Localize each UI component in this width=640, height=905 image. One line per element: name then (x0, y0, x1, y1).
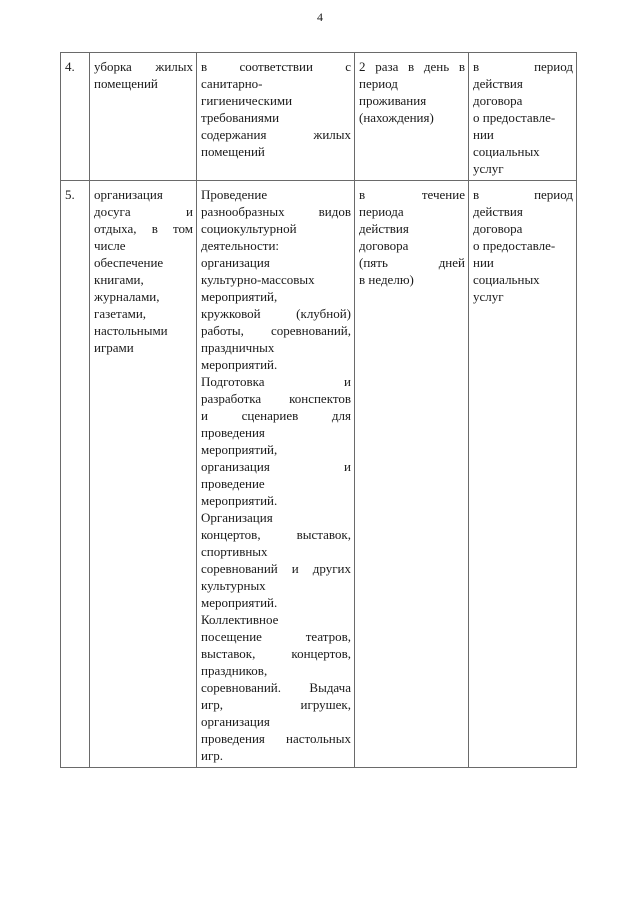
text-line: периода (359, 204, 404, 219)
text-line: играми (94, 340, 134, 355)
text-line: соревнований. Выдача (201, 680, 351, 695)
service-name-cell (90, 53, 197, 181)
text-line: культурно-массовых (201, 272, 315, 287)
text-line: посещение театров, (201, 629, 351, 644)
text-line: организация (201, 255, 270, 270)
text-line: концертов, выставок, (201, 527, 351, 542)
text-line: (нахождения) (359, 110, 434, 125)
text-line: кружковой (клубной) (201, 306, 351, 321)
text-line: услуг (473, 161, 504, 176)
text-line: уборка жилых (94, 59, 193, 74)
service-term-cell (469, 53, 577, 181)
text-line: услуг (473, 289, 504, 304)
text-line: действия (473, 76, 523, 91)
text-line: социальных (473, 144, 540, 159)
page-number: 4 (317, 10, 323, 24)
text-line: в течение (359, 187, 465, 202)
text-line: настольными (94, 323, 168, 338)
text-line: нии (473, 255, 494, 270)
text-line: книгами, (94, 272, 144, 287)
text-line: соревнований и других (201, 561, 351, 576)
text-line: о предоставле- (473, 110, 556, 125)
text-line: в неделю) (359, 272, 414, 287)
text-line: помещений (201, 144, 265, 159)
text-line: социокультурной (201, 221, 297, 236)
text-line: Проведение (201, 187, 268, 202)
table-row (61, 181, 577, 768)
text-line: помещений (94, 76, 158, 91)
text-line: выставок, концертов, (201, 646, 351, 661)
text-line: 2 раза в день в (359, 59, 465, 74)
text-line: проживания (359, 93, 427, 108)
text-line: (пять дней (359, 255, 465, 270)
services-table (60, 52, 577, 768)
text-line: работы, соревнований, (201, 323, 351, 338)
service-description-cell (197, 181, 355, 768)
text-line: мероприятий. (201, 595, 278, 610)
text-line: мероприятий, (201, 442, 278, 457)
text-line: организация (201, 714, 270, 729)
text-line: проведения настольных (201, 731, 351, 746)
row-number: 5. (61, 181, 90, 768)
row-number: 4. (61, 53, 90, 181)
text-line: о предоставле- (473, 238, 556, 253)
text-line: обеспечение (94, 255, 164, 270)
text-line: игр, игрушек, (201, 697, 351, 712)
text-line: в период (473, 59, 573, 74)
text-line: в соответствии с (201, 59, 351, 74)
text-line: спортивных (201, 544, 268, 559)
text-line: деятельности: (201, 238, 280, 253)
text-line: мероприятий. (201, 357, 278, 372)
text-line: числе (94, 238, 126, 253)
text-line: праздничных (201, 340, 275, 355)
text-line: период (359, 76, 398, 91)
text-line: разнообразных видов (201, 204, 351, 219)
text-line: гигиеническими (201, 93, 293, 108)
text-line: нии (473, 127, 494, 142)
text-line: договора (473, 221, 523, 236)
service-term-cell (469, 181, 577, 768)
text-line: требованиями (201, 110, 280, 125)
text-line: газетами, (94, 306, 147, 321)
service-description-cell (197, 53, 355, 181)
text-line: санитарно- (201, 76, 263, 91)
service-frequency-cell (355, 53, 469, 181)
text-line: договора (359, 238, 409, 253)
text-line: отдыха, в том (94, 221, 193, 236)
services-table-body (61, 53, 577, 768)
text-line: проведение (201, 476, 265, 491)
text-line: Подготовка и (201, 374, 351, 389)
service-name-cell (90, 181, 197, 768)
text-line: мероприятий. (201, 493, 278, 508)
text-line: Коллективное (201, 612, 279, 627)
text-line: праздников, (201, 663, 268, 678)
text-line: мероприятий, (201, 289, 278, 304)
text-line: культурных (201, 578, 266, 593)
text-line: проведения (201, 425, 265, 440)
text-line: содержания жилых (201, 127, 351, 142)
text-line: организация (94, 187, 163, 202)
text-line: игр. (201, 748, 224, 763)
text-line: разработка конспектов (201, 391, 351, 406)
table-row (61, 53, 577, 181)
service-frequency-cell (355, 181, 469, 768)
text-line: и сценариев для (201, 408, 351, 423)
text-line: досуга и (94, 204, 193, 219)
text-line: журналами, (94, 289, 160, 304)
text-line: действия (473, 204, 523, 219)
text-line: договора (473, 93, 523, 108)
text-line: социальных (473, 272, 540, 287)
text-line: действия (359, 221, 409, 236)
text-line: организация и (201, 459, 351, 474)
text-line: в период (473, 187, 573, 202)
text-line: Организация (201, 510, 273, 525)
